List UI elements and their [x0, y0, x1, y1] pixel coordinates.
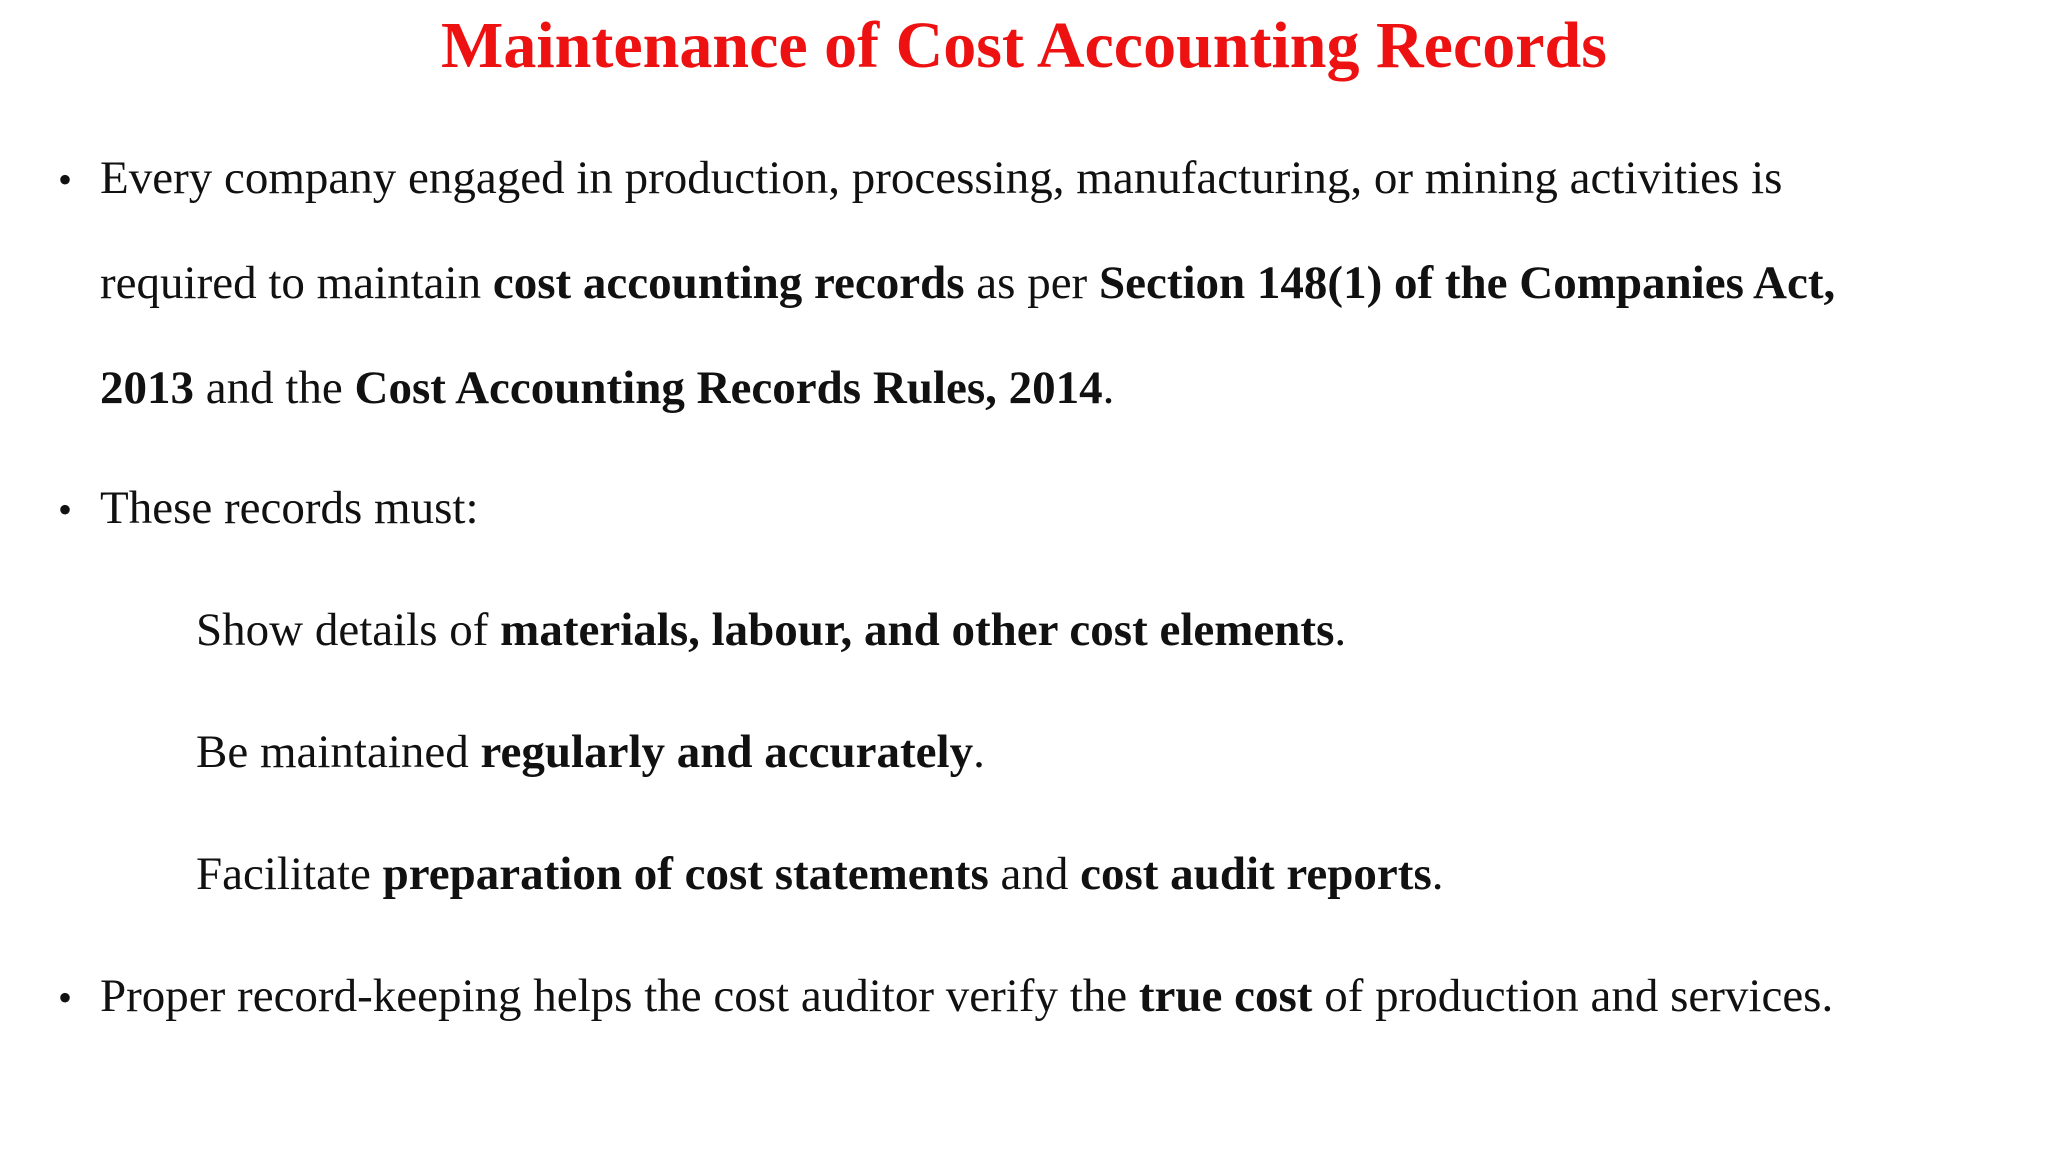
text-run-bold: true cost: [1138, 970, 1313, 1022]
text-run: .: [973, 726, 985, 778]
bullet-paragraph-1: [100, 126, 1835, 441]
text-run: .: [1334, 604, 1347, 656]
text-run-bold: Section 148(1) of the Companies Act,: [1098, 257, 1836, 309]
text-run: Proper record-keeping helps the cost auditor verify the: [100, 970, 1139, 1022]
text-run-bold: Cost Accounting Records Rules, 2014: [354, 362, 1103, 414]
paragraph-line: [100, 126, 1835, 231]
text-run: .: [1102, 362, 1115, 414]
bullet-marker: •: [58, 487, 73, 532]
paragraph-line: [100, 336, 1835, 441]
text-run: and: [988, 848, 1081, 900]
text-run-bold: materials, labour, and other cost elements: [500, 604, 1335, 656]
slide-title: Maintenance of Cost Accounting Records: [441, 9, 1607, 82]
paragraph-line: [100, 456, 479, 561]
paragraph-line: [100, 231, 1835, 336]
sub-item-3: [196, 844, 1443, 904]
paragraph-line: [100, 944, 1833, 1049]
text-run: Every company engaged in production, processing, manufacturing, or mining activities is: [100, 152, 1783, 204]
text-run: Be maintained: [196, 726, 481, 778]
text-run: required to maintain: [100, 257, 493, 309]
text-run-bold: cost audit reports: [1080, 848, 1432, 900]
text-run: and the: [194, 362, 355, 414]
text-run-bold: regularly and accurately: [480, 726, 974, 778]
text-run: of production and services.: [1312, 970, 1834, 1022]
bullet-marker: •: [58, 975, 73, 1020]
sub-item-1: [196, 600, 1346, 660]
text-run-bold: cost accounting records: [492, 257, 965, 309]
text-run: as per: [964, 257, 1099, 309]
text-run: Show details of: [196, 604, 501, 656]
text-run: Facilitate: [196, 848, 383, 900]
bullet-paragraph-2: [100, 456, 479, 561]
bullet-paragraph-3: [100, 944, 1833, 1049]
text-run: These records must:: [100, 482, 479, 534]
text-run: .: [1431, 848, 1444, 900]
bullet-marker: •: [58, 157, 73, 202]
sub-item-2: [196, 722, 985, 782]
text-run-bold: preparation of cost statements: [382, 848, 989, 900]
text-run-bold: 2013: [100, 362, 194, 414]
